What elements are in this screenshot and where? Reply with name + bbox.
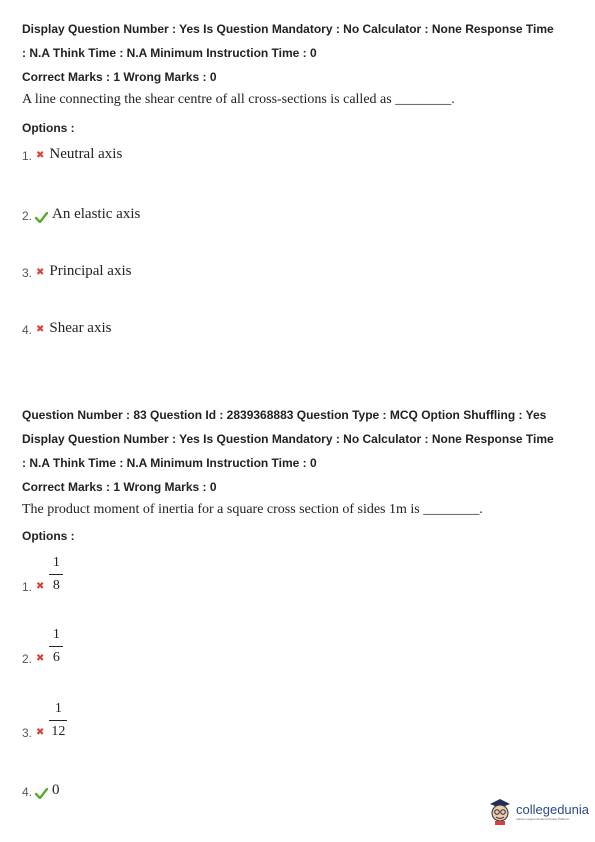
option-number: 2. [22, 209, 33, 223]
q1-question-text: A line connecting the shear centre of all cross-sections is called as ________. [22, 92, 455, 107]
option-text: Neutral axis [49, 146, 123, 162]
wrong-mark-icon: ✖ [36, 267, 45, 278]
option-number: 3. [22, 266, 33, 280]
q2-question-text: The product moment of inertia for a square cross section of sides 1m is ________. [22, 502, 483, 517]
option-text: An elastic axis [52, 206, 141, 222]
q2-meta-line: Question Number : 83 Question Id : 2839368883 Question Type : MCQ Option Shuffling : Yes [22, 408, 547, 422]
fraction-denominator: 6 [52, 650, 60, 665]
correct-check-icon [35, 212, 48, 223]
fraction-numerator: 1 [52, 555, 60, 570]
option-number: 1. [22, 149, 33, 163]
q1-option-2 [22, 206, 140, 223]
collegedunia-logo [488, 798, 589, 826]
q2-option-4 [22, 782, 60, 799]
q1-meta-line: Correct Marks : 1 Wrong Marks : 0 [22, 70, 217, 84]
logo-tagline: India's Largest Student Review Platform [516, 817, 570, 821]
q2-meta [22, 403, 583, 499]
option-number: 4. [22, 323, 33, 337]
option-number: 4. [22, 785, 33, 799]
q1-meta-line: : N.A Think Time : N.A Minimum Instruction Time : 0 [22, 46, 317, 60]
q2-meta-line: Correct Marks : 1 Wrong Marks : 0 [22, 480, 217, 494]
fraction-denominator: 8 [52, 578, 60, 593]
q2-option-1 [22, 555, 63, 594]
fraction-denominator: 12 [51, 724, 66, 739]
q1-option-1 [22, 146, 122, 163]
q2-option-2 [22, 627, 63, 666]
q1-option-3 [22, 263, 131, 280]
fraction-bar [49, 646, 63, 647]
wrong-mark-icon: ✖ [36, 727, 45, 738]
fraction-bar [49, 574, 63, 575]
q2-meta-line: Display Question Number : Yes Is Question Mandatory : No Calculator : None Response Time [22, 432, 554, 446]
option-text: Shear axis [49, 320, 112, 336]
wrong-mark-icon: ✖ [36, 653, 45, 664]
fraction-numerator: 1 [52, 627, 60, 642]
option-fraction [49, 555, 63, 594]
wrong-mark-icon: ✖ [36, 150, 45, 161]
option-number: 1. [22, 580, 33, 594]
q1-options-label: Options : [22, 121, 75, 135]
wrong-mark-icon: ✖ [36, 324, 45, 335]
q2-options-label: Options : [22, 529, 75, 543]
option-text: Principal axis [49, 263, 132, 279]
q1-meta [22, 17, 583, 89]
fraction-bar [49, 720, 67, 721]
q2-option-3 [22, 701, 67, 740]
option-fraction [49, 627, 63, 666]
q1-option-4 [22, 320, 111, 337]
option-fraction [49, 701, 67, 740]
option-number: 3. [22, 726, 33, 740]
correct-check-icon [35, 788, 48, 799]
option-text: 0 [52, 782, 60, 798]
option-number: 2. [22, 652, 33, 666]
student-mascot-icon [488, 798, 512, 826]
fraction-numerator: 1 [54, 701, 62, 716]
wrong-mark-icon: ✖ [36, 581, 45, 592]
q1-meta-line: Display Question Number : Yes Is Question Mandatory : No Calculator : None Response Time [22, 22, 554, 36]
logo-name: collegedunia [516, 802, 590, 817]
q2-meta-line: : N.A Think Time : N.A Minimum Instruction Time : 0 [22, 456, 317, 470]
